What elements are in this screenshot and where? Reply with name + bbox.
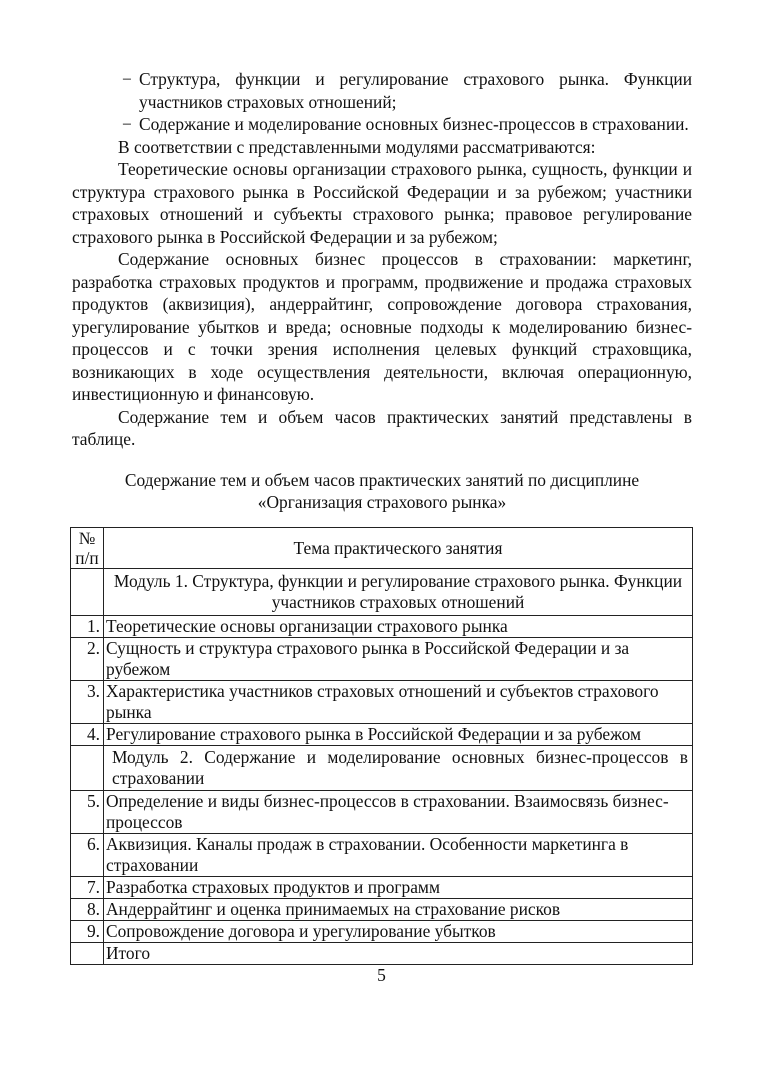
row-number: 5.	[71, 791, 104, 834]
row-topic: Разработка страховых продуктов и программ	[104, 877, 693, 899]
row-number	[71, 746, 104, 791]
row-number: 7.	[71, 877, 104, 899]
row-topic: Сопровождение договора и урегулирование убытков	[104, 921, 693, 943]
row-number: 4.	[71, 724, 104, 746]
table-row	[71, 877, 693, 899]
module-title: Модуль 1. Структура, функции и регулирование страхового рынка. Функции участников страховых отношений	[104, 569, 693, 616]
table-row	[71, 746, 693, 791]
bullet-item: − Содержание и моделирование основных бизнес-процессов в страховании.	[122, 114, 689, 134]
row-topic: Характеристика участников страховых отношений и субъектов страхового рынка	[104, 681, 693, 724]
table-row	[71, 943, 693, 965]
paragraph: В соответствии с представленными модулями рассматриваются:	[118, 136, 596, 157]
caption-title: «Организация страхового рынка»	[257, 492, 507, 512]
row-topic: Итого	[104, 943, 693, 965]
table-row	[71, 681, 693, 724]
paragraph: Содержание основных бизнес процессов в страховании: маркетинг, разработка страховых продуктов и программ, продвижение и продажа страховых продуктов (аквизиция), андеррайтинг, сопровождение договора страхования, урегулирование убытков и вреда; основные подходы к моделированию бизнес-процессов и с точки зрения исполнения целевых функций страховщика, возникающих в ходе осуществления деятельности, включая операционную, инвестиционную и финансовую.	[72, 249, 692, 404]
row-topic: Теоретические основы организации страхового рынка	[104, 616, 693, 638]
header-topic: Тема практического занятия	[104, 528, 693, 569]
table-row	[71, 616, 693, 638]
table-row	[71, 899, 693, 921]
row-number: 3.	[71, 681, 104, 724]
bullet-text: Содержание и моделирование основных бизнес-процессов в страховании.	[139, 114, 689, 134]
caption-line: Содержание тем и объем часов практических занятий по дисциплине	[124, 469, 640, 490]
table-row	[71, 921, 693, 943]
table-caption	[72, 469, 692, 514]
row-topic: Сущность и структура страхового рынка в Российской Федерации и за рубежом	[104, 638, 693, 681]
bullet-item: − Структура, функции и регулирование страхового рынка. Функции участников страховых отношений;	[122, 69, 692, 112]
row-topic: Регулирование страхового рынка в Российской Федерации и за рубежом	[104, 724, 693, 746]
row-number: 9.	[71, 921, 104, 943]
table-row	[71, 791, 693, 834]
paragraph: Содержание тем и объем часов практических занятий представлены в таблице.	[72, 406, 692, 449]
row-number: 6.	[71, 834, 104, 877]
table-header	[71, 528, 693, 569]
row-topic: Аквизиция. Каналы продаж в страховании. Особенности маркетинга в страховании	[104, 834, 693, 877]
row-number	[71, 569, 104, 616]
table-row	[71, 638, 693, 681]
row-number: 2.	[71, 638, 104, 681]
table-row	[71, 724, 693, 746]
paragraph: Теоретические основы организации страхового рынка, сущность, функции и структура страхового рынка в Российской Федерации и за рубежом; участники страховых отношений и субъекты страхового рынка; правовое регулирование страхового рынка в Российской Федерации и за рубежом;	[72, 159, 692, 247]
bullet-text: Структура, функции и регулирование страхового рынка. Функции участников страховых отношений;	[139, 69, 692, 112]
row-topic: Андеррайтинг и оценка принимаемых на страхование рисков	[104, 899, 693, 921]
row-topic: Определение и виды бизнес-процессов в страховании. Взаимосвязь бизнес-процессов	[104, 791, 693, 834]
header-num: № п/п	[71, 528, 104, 569]
document-body	[72, 68, 692, 514]
page-number: 5	[377, 965, 386, 985]
row-number	[71, 943, 104, 965]
topics-table	[70, 527, 693, 965]
table-row	[71, 834, 693, 877]
row-number: 8.	[71, 899, 104, 921]
module-title: Модуль 2. Содержание и моделирование основных бизнес-процессов в страховании	[104, 746, 693, 791]
row-number: 1.	[71, 616, 104, 638]
table-row	[71, 569, 693, 616]
